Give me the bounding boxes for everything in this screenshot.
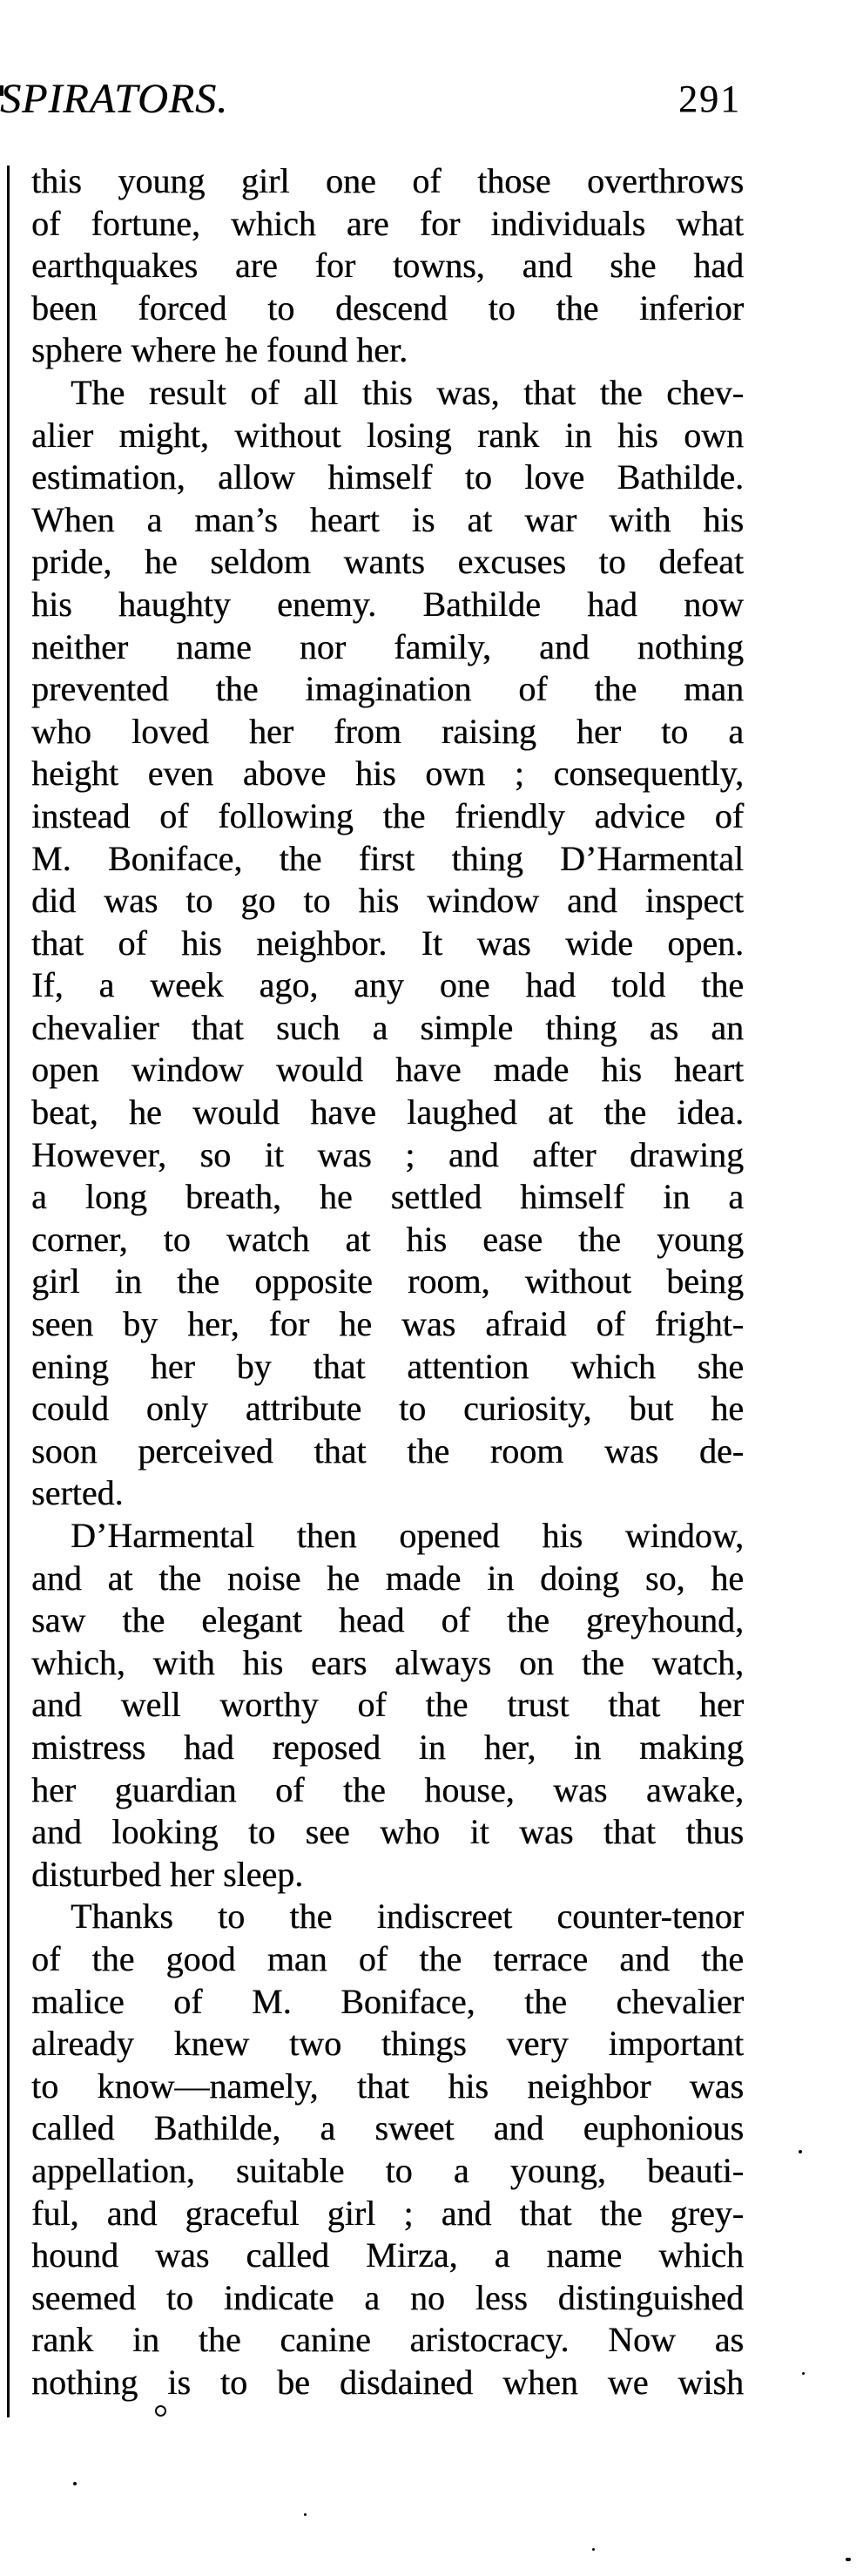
scan-speck [155,2405,166,2417]
scan-speck [592,2548,595,2551]
text-line: pride, he seldom wants excuses to defeat [31,542,744,582]
text-line: girl in the opposite room, without being [31,1261,744,1302]
text-line: rank in the canine aristocracy. Now as [31,2320,744,2360]
text-line: nothing is to be disdained when we wish [31,2362,744,2402]
text-line: beat, he would have laughed at the idea. [31,1092,744,1132]
scan-speck [846,2558,851,2561]
text-line: of the good man of the terrace and the [31,1938,744,1978]
scan-speck [73,2482,77,2485]
scan-speck [802,2372,805,2375]
text-line: appellation, suitable to a young, beauti- [31,2150,744,2190]
text-line: and looking to see who it was that thus [31,1812,744,1852]
text-line: If, a week ago, any one had told the [31,965,744,1005]
text-line: chevalier that such a simple thing as an [31,1007,744,1047]
text-line: that of his neighbor. It was wide open. [31,923,744,963]
text-line: disturbed her sleep. [31,1854,304,1894]
text-line: been forced to descend to the inferior [31,287,744,328]
text-line: estimation, allow himself to love Bathilde. [31,457,744,497]
text-line: seen by her, for he was afraid of fright- [31,1304,744,1344]
text-line: malice of M. Boniface, the chevalier [31,1981,744,2021]
text-line: to know—namely, that his neighbor was [31,2066,744,2106]
text-line: instead of following the friendly advice of [31,795,744,835]
text-line: already knew two things very important [31,2024,744,2064]
text-line: However, so it was ; and after drawing [31,1134,744,1174]
text-line: sphere where he found her. [31,330,408,370]
text-line: her guardian of the house, was awake, [31,1769,744,1809]
text-line: neither name nor family, and nothing [31,626,744,666]
text-line: seemed to indicate a no less distinguished [31,2277,744,2317]
text-line: The result of all this was, that the chev- [71,372,744,412]
text-line: Thanks to the indiscreet counter-tenor [71,1897,744,1937]
text-line: and at the noise he made in doing so, he [31,1558,744,1598]
text-line: serted. [31,1473,124,1513]
text-line: ening her by that attention which she [31,1346,744,1386]
text-line: When a man’s heart is at war with his [31,499,744,539]
text-line: soon perceived that the room was de- [31,1430,744,1471]
text-line: corner, to watch at his ease the young [31,1219,744,1259]
body-text [31,160,744,2404]
scan-speck [799,2150,802,2153]
running-title: SPIRATORS. [0,76,228,122]
text-line: this young girl one of those overthrows [31,161,744,200]
text-line: a long breath, he settled himself in a [31,1177,744,1217]
text-line: height even above his own ; consequently, [31,754,744,794]
page-number: 291 [678,78,741,120]
text-line: which, with his ears always on the watch, [31,1642,744,1682]
text-line: who loved her from raising her to a [31,711,744,751]
text-line: mistress had reposed in her, in making [31,1727,744,1767]
text-line: open window would have made his heart [31,1050,744,1090]
left-margin-rule [7,166,10,2417]
text-line: D’Harmental then opened his window, [71,1516,744,1555]
text-line: and well worthy of the trust that her [31,1685,744,1725]
text-line: did was to go to his window and inspect [31,881,744,921]
text-line: M. Boniface, the first thing D’Harmental [31,838,744,878]
text-line: earthquakes are for towns, and she had [31,246,744,286]
text-line: of fortune, which are for individuals what [31,203,744,243]
text-line: alier might, without losing rank in his own [31,415,744,455]
scan-speck [304,2513,307,2516]
text-line: called Bathilde, a sweet and euphonious [31,2108,744,2148]
text-line: his haughty enemy. Bathilde had now [31,584,744,624]
text-line: saw the elegant head of the greyhound, [31,1600,744,1640]
text-line: ful, and graceful girl ; and that the grey- [31,2193,744,2233]
text-line: could only attribute to curiosity, but he [31,1389,744,1429]
text-line: prevented the imagination of the man [31,669,744,709]
text-line: hound was called Mirza, a name which [31,2235,744,2275]
